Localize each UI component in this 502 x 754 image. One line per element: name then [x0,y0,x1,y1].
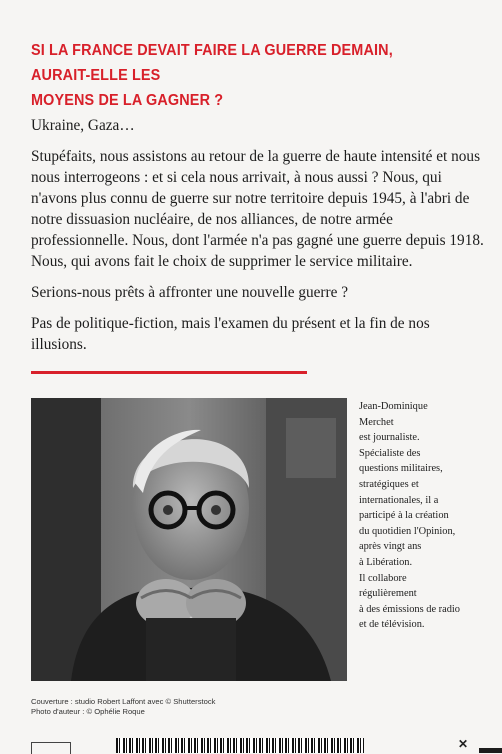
blurb-paragraph-3: Serions-nous prêts à affronter une nouvelle guerre ? [31,284,349,301]
bio-line: est journaliste. [359,432,420,444]
bio-line: Il collabore [359,572,407,584]
image-credits [31,697,215,717]
publisher-logo-icon: ✕ [458,737,469,751]
price-box [31,742,71,754]
blurb-paragraph-4: Pas de politique-fiction, mais l'examen du présent et la fin de nos illusions. [31,315,430,353]
photo-credit: Photo d'auteur : © Ophélie Roque [31,707,145,716]
bio-line: à des émissions de radio [359,603,460,615]
cover-edge [479,748,502,753]
bio-line: et de télévision. [359,619,425,631]
author-portrait-image [31,398,347,681]
bio-line: Merchet [359,416,394,428]
cover-credit: Couverture : studio Robert Laffont avec © Shutterstock [31,697,216,706]
author-photo [31,398,347,681]
bio-line: Spécialiste des [359,447,421,459]
isbn-barcode [116,738,364,753]
bio-line: stratégiques et [359,478,419,490]
bio-line: internationales, il a [359,494,439,506]
bio-line: du quotidien l'Opinion, [359,525,456,537]
headline-line-1: SI LA FRANCE DEVAIT FAIRE LA GUERRE DEMAIN, AURAIT-ELLE LES [31,42,393,84]
bio-line: questions militaires, [359,463,443,475]
bio-line: participé à la création [359,510,449,522]
bio-line: à Libération. [359,556,413,568]
back-cover-headline [31,38,454,113]
bio-line: après vingt ans [359,541,422,553]
bio-line: Jean-Dominique [359,401,428,412]
blurb-paragraph-1: Ukraine, Gaza… [31,117,135,134]
headline-line-2: MOYENS DE LA GAGNER ? [31,92,224,109]
blurb [31,115,487,365]
bio-line: régulièrement [359,588,417,600]
author-bio [359,399,471,633]
red-divider [31,371,307,374]
blurb-paragraph-2: Stupéfaits, nous assistons au retour de la guerre de haute intensité et nous nous interrogeons : et si cela nous arrivait, à nous aussi ? Nous, qui n'avons plus connu de guerre sur notre territoire depuis 1945, à l'abri de notre dissuasion nucléaire, de nos alliances, de notre armée professionnelle. Nous, dont l'armée n'a pas gagné une guerre depuis 1918. Nous, qui avons fait le choix de supprimer le service militaire. [31,148,484,270]
